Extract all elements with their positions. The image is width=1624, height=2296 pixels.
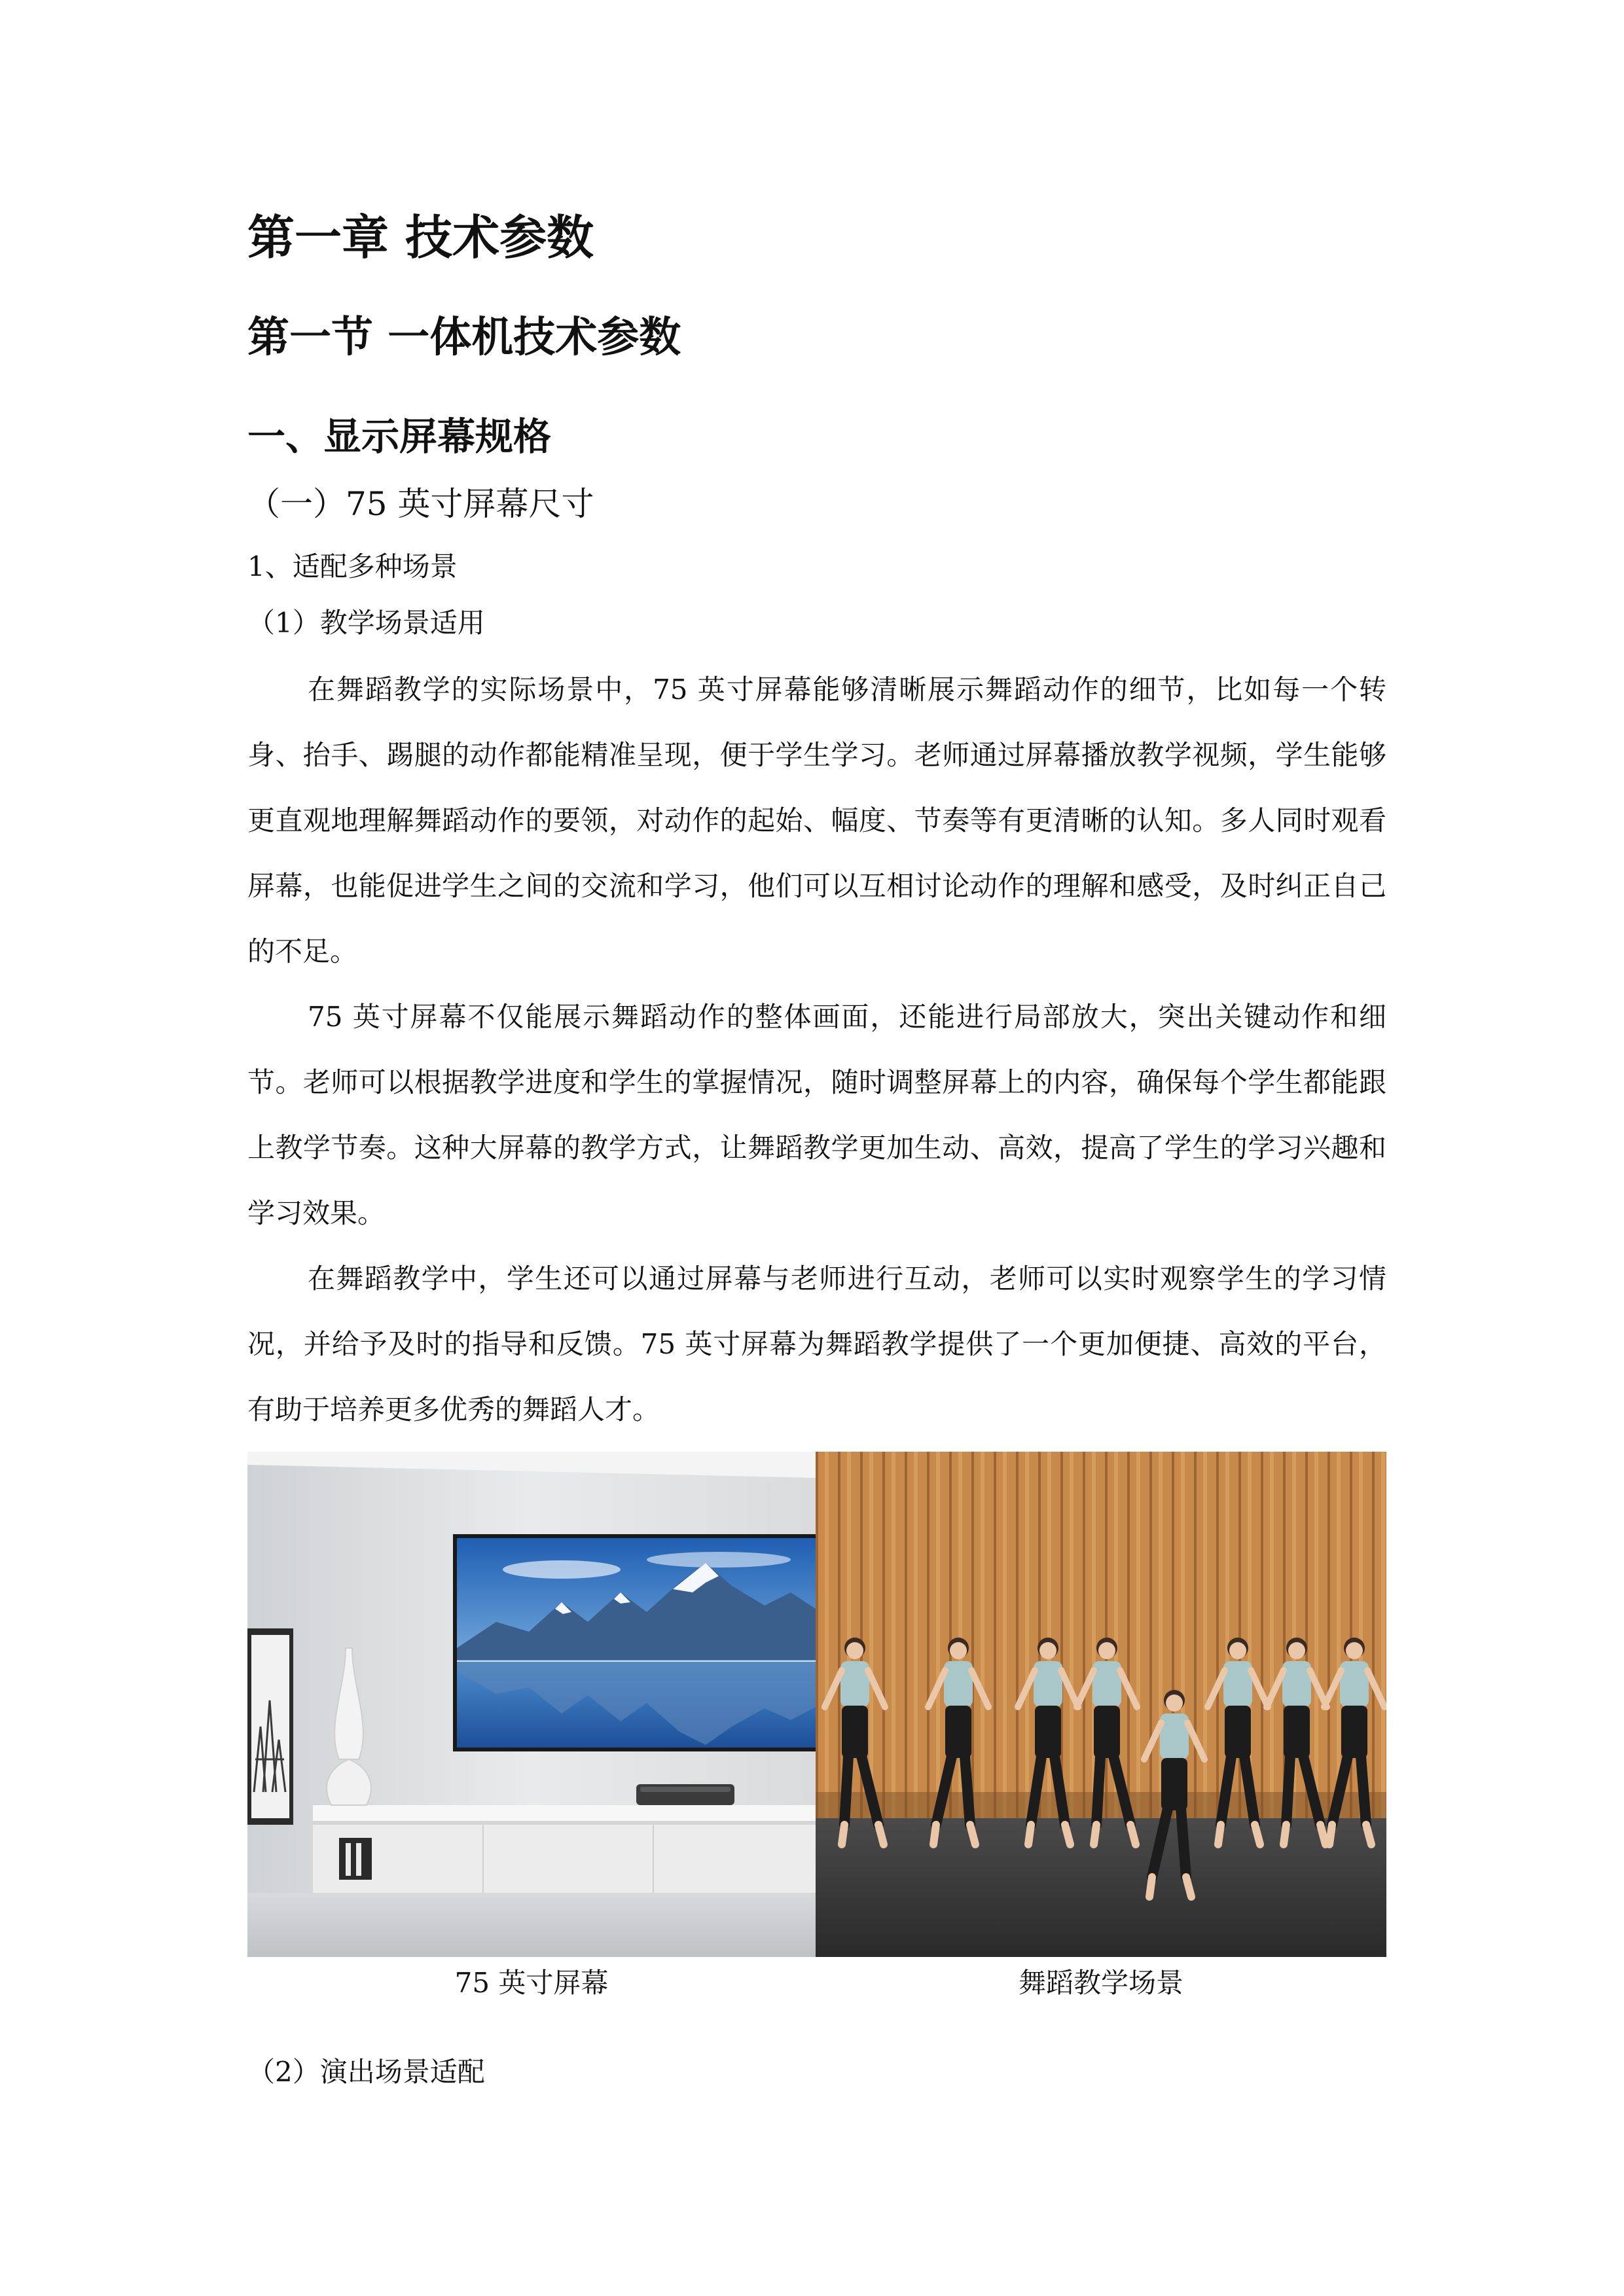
figure-caption-dance: 舞蹈教学场景 <box>1018 1967 1183 1999</box>
sub-subsection-title: （一）75 英寸屏幕尺寸 <box>247 485 594 523</box>
subitem-title-teaching: （1）教学场景适用 <box>247 607 485 639</box>
paragraph-1: 在舞蹈教学的实际场景中，75 英寸屏幕能够清晰展示舞蹈动作的细节，比如每一个转身、抬手、踢腿的动作都能精准呈现，便于学生学习。老师通过屏幕播放教学视频，学生能够更直观地理解舞蹈动作的要领，对动作的起始、幅度、节奏等有更清晰的认知。多人同时观看屏幕，也能促进学生之间的交流和学习，他们可以互相讨论动作的理解和感受，及时纠正自己的不足。 <box>247 673 1386 967</box>
paragraph-3: 在舞蹈教学中，学生还可以通过屏幕与老师进行互动，老师可以实时观察学生的学习情况，并给予及时的指导和反馈。75 英寸屏幕为舞蹈教学提供了一个更加便捷、高效的平台，有助于培养更多优秀的舞蹈人才。 <box>247 1263 1386 1426</box>
screen-photo <box>247 1452 816 1957</box>
living-room-illustration <box>247 1452 816 1957</box>
dance-studio-illustration <box>816 1452 1386 1957</box>
subsection-title: 一、显示屏幕规格 <box>247 414 552 459</box>
item-title: 1、适配多种场景 <box>247 550 458 583</box>
subitem-title-performance: （2）演出场景适配 <box>247 2056 485 2088</box>
chapter-title: 第一章 技术参数 <box>247 210 594 265</box>
section-title: 第一节 一体机技术参数 <box>247 314 681 362</box>
dance-class-photo <box>816 1452 1386 1957</box>
figure-caption-screen: 75 英寸屏幕 <box>454 1967 609 1999</box>
paragraph-2: 75 英寸屏幕不仅能展示舞蹈动作的整体画面，还能进行局部放大，突出关键动作和细节。老师可以根据教学进度和学生的掌握情况，随时调整屏幕上的内容，确保每个学生都能跟上教学节奏。这种大屏幕的教学方式，让舞蹈教学更加生动、高效，提高了学生的学习兴趣和学习效果。 <box>247 1001 1386 1229</box>
